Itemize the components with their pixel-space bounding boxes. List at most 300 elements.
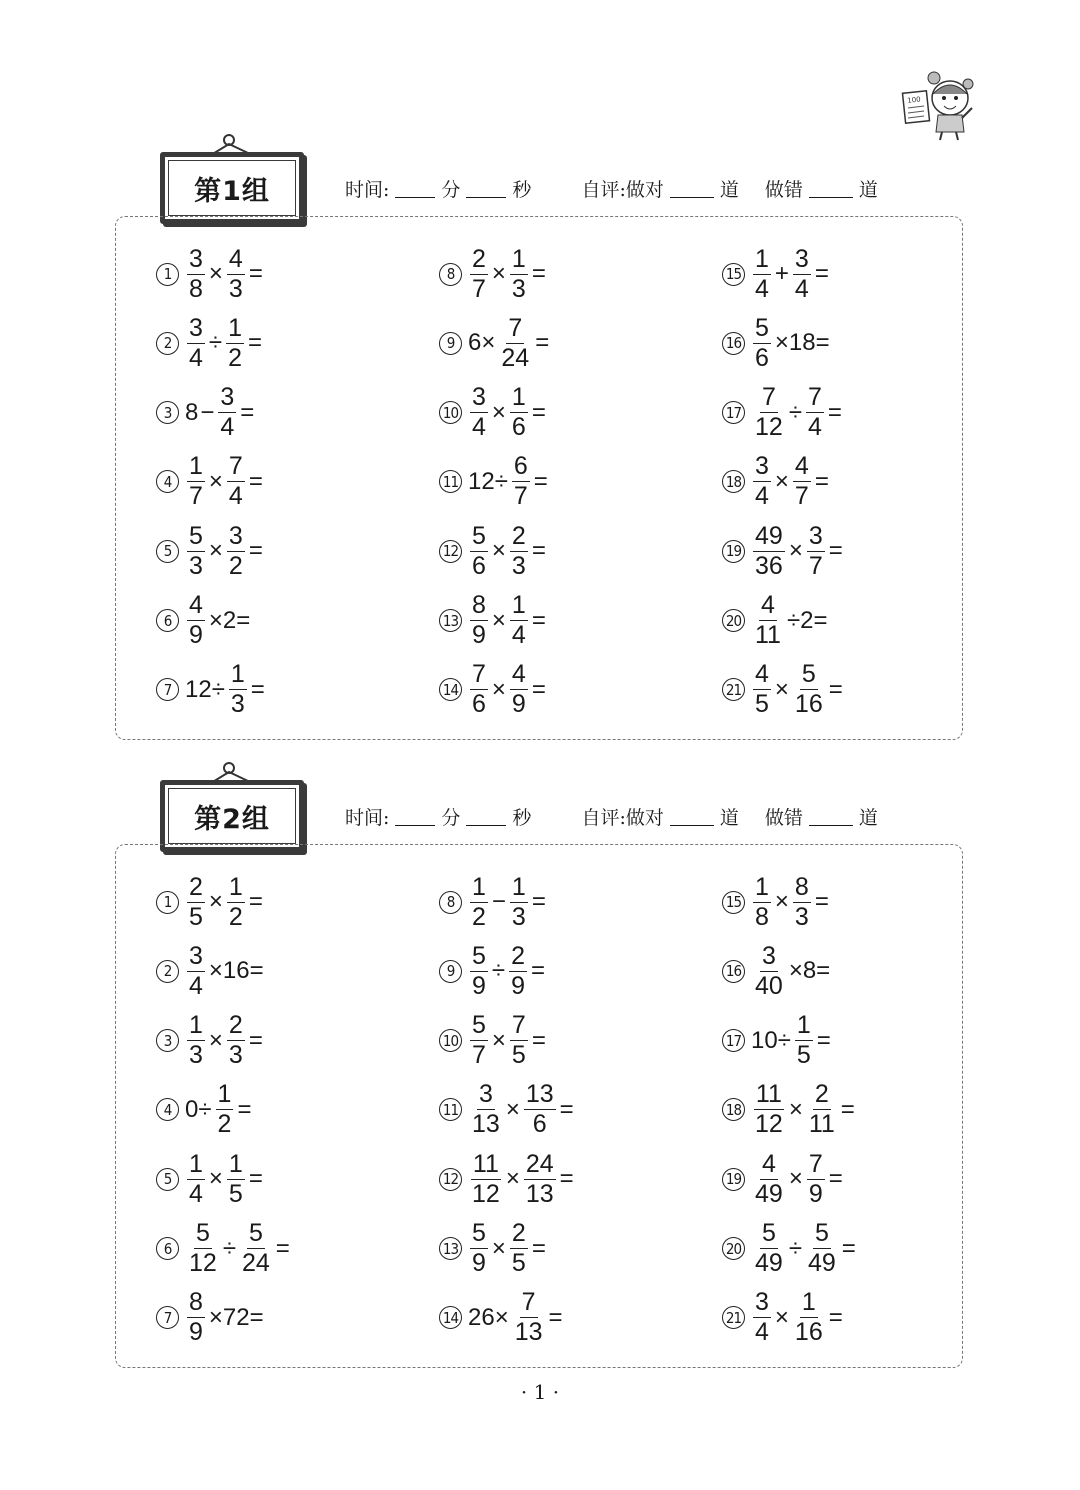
expression-text: × (491, 537, 506, 565)
problem-item (156, 1010, 264, 1072)
problem-expression (184, 313, 263, 372)
denominator: 24 (501, 343, 530, 372)
problem-number: 6 (156, 1237, 179, 1260)
denominator: 4 (189, 971, 203, 1000)
numerator: 8 (472, 591, 486, 619)
problem-expression (467, 662, 547, 717)
fraction (499, 313, 531, 372)
numerator: 4 (189, 591, 203, 619)
expression-text: = (814, 888, 829, 915)
expression-text: = (531, 1234, 546, 1262)
correct-count-blank[interactable] (670, 807, 714, 826)
problem-number: 14 (439, 678, 462, 701)
expression-text: × (491, 260, 506, 287)
numerator: 1 (511, 591, 526, 619)
denominator: 9 (472, 621, 486, 649)
denominator: 3 (511, 902, 526, 931)
fraction (510, 244, 528, 303)
problem-expression (184, 1290, 265, 1345)
problem-item (722, 871, 830, 933)
problem-number: 6 (156, 609, 179, 632)
problem-number: 17 (722, 1029, 745, 1052)
denominator: 13 (525, 1179, 554, 1208)
denominator: 4 (794, 274, 809, 303)
problem-number: 7 (156, 1306, 179, 1329)
problem-item (156, 520, 264, 582)
fraction (187, 244, 205, 303)
numerator: 49 (755, 521, 783, 550)
numerator: 1 (755, 244, 769, 273)
problem-number: 20 (722, 609, 745, 632)
problem-number: 15 (722, 263, 745, 286)
problem-expression (184, 244, 264, 303)
problem-expression (184, 1149, 264, 1208)
fraction (753, 872, 771, 931)
denominator: 4 (220, 413, 235, 442)
problem-number: 4 (156, 470, 179, 493)
fraction (226, 313, 244, 372)
dao-label: 道 (719, 807, 739, 829)
expression-text: = (535, 329, 550, 357)
problem-item (156, 312, 263, 374)
page-number: · 1 · (520, 1380, 560, 1404)
problem-expression (184, 1221, 291, 1276)
problem-number: 5 (156, 1168, 179, 1191)
seconds-blank[interactable] (466, 179, 506, 198)
expression-text: × (208, 1165, 223, 1193)
denominator: 36 (755, 551, 783, 580)
problem-item (722, 590, 829, 652)
problem-number: 11 (439, 470, 462, 493)
problem-expression (750, 1013, 832, 1068)
problem-expression (750, 521, 844, 580)
problem-item (722, 1010, 832, 1072)
denominator: 4 (755, 1318, 769, 1347)
fraction (793, 454, 811, 509)
expression-text: × (505, 1095, 520, 1123)
denominator: 24 (241, 1249, 270, 1277)
denominator: 9 (472, 1249, 486, 1277)
denominator: 2 (217, 1110, 232, 1139)
expression-text: + (774, 260, 789, 287)
denominator: 5 (511, 1041, 526, 1070)
fraction (240, 1221, 272, 1276)
expression-text: = (828, 675, 843, 703)
exercise-group-1 (115, 130, 963, 742)
expression-text: = (531, 398, 546, 426)
group-title: 第2组 (194, 803, 270, 835)
denominator: 8 (189, 274, 203, 303)
problem-expression (467, 872, 547, 931)
expression-text: × (788, 1165, 803, 1193)
problem-number: 3 (156, 401, 179, 424)
numerator: 1 (755, 872, 769, 901)
numerator: 1 (511, 244, 526, 273)
denominator: 4 (807, 413, 822, 442)
problem-expression (467, 593, 547, 648)
problem-number: 20 (722, 1237, 745, 1260)
denominator: 4 (511, 621, 526, 649)
fraction (807, 1082, 837, 1137)
problem-number: 16 (722, 332, 745, 355)
denominator: 9 (189, 1318, 203, 1347)
problem-item (156, 871, 264, 933)
problem-expression (184, 1082, 252, 1137)
exercise-group-2 (115, 758, 963, 1370)
fraction (753, 941, 785, 1000)
numerator: 7 (521, 1288, 536, 1317)
denominator: 6 (532, 1110, 547, 1139)
denominator: 4 (228, 482, 243, 511)
numerator: 2 (814, 1080, 829, 1109)
expression-text: = (816, 1026, 831, 1054)
fraction (227, 521, 245, 580)
fraction (470, 385, 488, 440)
expression-text: = (531, 1026, 546, 1054)
problem-item (156, 1218, 291, 1280)
problem-number: 7 (156, 678, 179, 701)
expression-text: × (774, 467, 789, 495)
denominator: 7 (189, 482, 203, 511)
problem-number: 19 (722, 1168, 745, 1191)
fraction (218, 385, 236, 440)
numerator: 1 (511, 872, 526, 901)
fraction (753, 313, 771, 372)
fraction (227, 872, 245, 931)
fraction (512, 454, 530, 509)
numerator: 5 (472, 941, 486, 970)
problem-expression (750, 941, 831, 1000)
minutes-blank[interactable] (395, 179, 435, 198)
numerator: 4 (755, 660, 769, 689)
problem-expression (467, 521, 547, 580)
denominator: 3 (189, 551, 203, 580)
denominator: 6 (472, 690, 486, 719)
problem-item (439, 382, 547, 444)
problem-number: 21 (722, 1306, 745, 1329)
fraction (753, 454, 771, 509)
numerator: 3 (755, 452, 769, 481)
denominator: 11 (808, 1110, 835, 1139)
numerator: 13 (525, 1080, 554, 1109)
fraction (510, 593, 528, 648)
minutes-label: 分 (441, 807, 461, 829)
numerator: 7 (228, 452, 243, 481)
numerator: 11 (755, 1080, 782, 1109)
problem-expression (184, 521, 264, 580)
problem-item (439, 590, 547, 652)
problem-item (722, 1287, 844, 1349)
problem-item (156, 1287, 265, 1349)
numerator: 2 (189, 872, 203, 901)
seconds-label: 秒 (512, 179, 532, 201)
fraction (510, 1013, 528, 1068)
expression-text: = (531, 260, 546, 287)
numerator: 5 (761, 1219, 776, 1247)
problem-expression (750, 244, 830, 303)
expression-text: × (208, 467, 223, 495)
fraction (470, 662, 488, 717)
numerator: 4 (761, 1149, 776, 1178)
expression-text: = (548, 1303, 563, 1331)
numerator: 7 (761, 383, 776, 412)
denominator: 40 (755, 971, 783, 1000)
fraction (806, 385, 824, 440)
fraction (510, 662, 528, 717)
numerator: 3 (808, 521, 823, 550)
denominator: 4 (189, 343, 203, 372)
fraction (793, 662, 825, 717)
numerator: 3 (189, 313, 203, 342)
problems-box (115, 844, 963, 1368)
denominator: 2 (228, 902, 243, 931)
denominator: 2 (472, 902, 486, 931)
fraction (470, 872, 488, 931)
fraction (510, 872, 528, 931)
fraction (753, 521, 785, 580)
fraction (187, 1290, 205, 1345)
numerator: 5 (248, 1219, 263, 1247)
problem-number: 9 (439, 960, 462, 983)
expression-text: ÷ (788, 1234, 802, 1262)
problem-expression (467, 244, 547, 303)
denominator: 4 (472, 413, 486, 442)
problem-number: 19 (722, 540, 745, 563)
numerator: 5 (472, 1011, 486, 1040)
fraction (470, 941, 488, 1000)
fraction (753, 1290, 771, 1345)
denominator: 49 (755, 1179, 783, 1208)
numerator: 7 (807, 383, 822, 412)
expression-text: = (530, 957, 545, 985)
dao-label: 道 (858, 179, 878, 201)
numerator: 5 (814, 1219, 829, 1247)
numerator: 7 (508, 313, 523, 342)
problem-number: 12 (439, 1168, 462, 1191)
denominator: 5 (189, 902, 203, 931)
problem-item (439, 243, 547, 305)
problem-expression (184, 872, 264, 931)
expression-text: 6× (468, 329, 496, 357)
expression-text: 8 (185, 398, 199, 426)
problem-expression (750, 872, 830, 931)
numerator: 7 (511, 1011, 526, 1040)
numerator: 1 (189, 1149, 203, 1178)
numerator: 5 (472, 1219, 486, 1247)
numerator: 3 (478, 1080, 493, 1109)
expression-text: − (491, 888, 506, 915)
problem-number: 14 (439, 1306, 462, 1329)
denominator: 2 (228, 551, 243, 580)
fraction (227, 454, 245, 509)
expression-text: = (248, 467, 263, 495)
problem-number: 1 (156, 891, 179, 914)
minutes-label: 分 (441, 179, 461, 201)
denominator: 6 (511, 413, 526, 442)
denominator: 7 (472, 1041, 486, 1070)
denominator: 7 (808, 551, 823, 580)
problem-item (156, 590, 251, 652)
numerator: 6 (513, 452, 528, 481)
problem-expression (467, 941, 546, 1000)
numerator: 3 (761, 941, 776, 970)
fraction (227, 1013, 245, 1068)
numerator: 2 (511, 941, 525, 970)
fraction (510, 385, 528, 440)
correct-count-blank[interactable] (670, 179, 714, 198)
expression-text: × (788, 537, 803, 565)
expression-text: ÷ (222, 1234, 236, 1262)
denominator: 3 (228, 274, 243, 303)
problem-number: 2 (156, 960, 179, 983)
expression-text: ×16= (208, 957, 264, 985)
denominator: 2 (228, 343, 242, 372)
dao-label: 道 (719, 179, 739, 201)
problem-expression (750, 593, 829, 648)
numerator: 24 (525, 1149, 554, 1178)
problem-expression (750, 313, 831, 372)
fraction (510, 521, 528, 580)
wrong-label: 做错 (764, 807, 803, 829)
dao-label: 道 (858, 807, 878, 829)
denominator: 8 (755, 902, 769, 931)
expression-text: × (491, 1026, 506, 1054)
wrong-count-blank[interactable] (809, 807, 853, 826)
expression-text: = (828, 1165, 843, 1193)
expression-text: = (559, 1095, 574, 1123)
problem-number: 13 (439, 609, 462, 632)
numerator: 2 (511, 1219, 526, 1247)
denominator: 12 (755, 413, 783, 442)
problem-item (722, 312, 831, 374)
denominator: 13 (514, 1318, 543, 1347)
numerator: 5 (755, 313, 769, 342)
expression-text: × (491, 398, 506, 426)
expression-text: ÷ (491, 957, 506, 985)
problem-expression (750, 1082, 856, 1137)
fraction (187, 872, 205, 931)
problem-expression (750, 454, 830, 509)
expression-text: 0÷ (185, 1095, 212, 1123)
problem-number: 5 (156, 540, 179, 563)
fraction (524, 1149, 556, 1208)
problem-number: 2 (156, 332, 179, 355)
minutes-blank[interactable] (395, 807, 435, 826)
denominator: 4 (755, 482, 769, 511)
denominator: 4 (755, 274, 769, 303)
expression-text: 10÷ (751, 1026, 791, 1054)
expression-text: = (248, 260, 263, 287)
expression-text: × (208, 537, 223, 565)
expression-text: ×18= (774, 329, 830, 357)
numerator: 5 (472, 521, 486, 550)
expression-text: × (491, 1234, 506, 1262)
problem-item (439, 871, 547, 933)
fraction (187, 593, 205, 648)
expression-text: = (247, 329, 262, 357)
problem-expression (184, 941, 265, 1000)
denominator: 12 (755, 1110, 783, 1139)
denominator: 13 (472, 1110, 500, 1139)
denominator: 3 (794, 902, 809, 931)
numerator: 7 (472, 660, 486, 689)
problem-expression (467, 1082, 575, 1137)
denominator: 7 (794, 482, 809, 511)
denominator: 9 (189, 621, 203, 649)
problem-number: 17 (722, 401, 745, 424)
fraction (470, 244, 488, 303)
problem-item (722, 940, 831, 1002)
numerator: 1 (189, 452, 203, 481)
fraction (470, 1013, 488, 1068)
numerator: 1 (472, 872, 486, 901)
problem-item (722, 520, 844, 582)
fraction (227, 244, 245, 303)
numerator: 5 (801, 660, 816, 689)
numerator: 1 (228, 1149, 243, 1178)
denominator: 5 (796, 1041, 811, 1070)
fraction (187, 941, 205, 1000)
denominator: 49 (807, 1249, 836, 1277)
denominator: 9 (472, 971, 486, 1000)
problem-number: 12 (439, 540, 462, 563)
problem-expression (467, 1149, 575, 1208)
expression-text: ÷2= (786, 606, 828, 634)
numerator: 4 (228, 244, 243, 273)
numerator: 1 (228, 313, 242, 342)
problem-expression (750, 1290, 844, 1345)
denominator: 6 (472, 551, 486, 580)
wrong-count-blank[interactable] (809, 179, 853, 198)
denominator: 12 (472, 1179, 500, 1208)
problem-number: 8 (439, 263, 462, 286)
denominator: 7 (513, 482, 528, 511)
numerator: 3 (755, 1288, 769, 1317)
seconds-blank[interactable] (466, 807, 506, 826)
denominator: 7 (472, 274, 486, 303)
numerator: 3 (189, 244, 203, 273)
fraction (510, 1221, 528, 1276)
problem-item (439, 1287, 564, 1349)
numerator: 2 (228, 1011, 243, 1040)
problem-expression (750, 662, 844, 717)
problem-item (722, 1079, 856, 1141)
expression-text: = (531, 675, 546, 703)
expression-text: = (248, 888, 263, 915)
expression-text: × (491, 606, 506, 634)
problem-number: 9 (439, 332, 462, 355)
fraction (806, 1221, 838, 1276)
problem-item (439, 520, 547, 582)
denominator: 49 (755, 1249, 783, 1277)
expression-text: × (491, 675, 506, 703)
denominator: 9 (808, 1179, 823, 1208)
problem-item (439, 1010, 547, 1072)
fraction (470, 1149, 502, 1208)
fraction (227, 1149, 245, 1208)
fraction (470, 521, 488, 580)
expression-text: = (531, 888, 546, 915)
fraction (753, 1082, 785, 1137)
numerator: 3 (472, 383, 486, 412)
fraction (229, 662, 247, 717)
numerator: 7 (808, 1149, 823, 1178)
fraction (753, 244, 771, 303)
fraction (793, 872, 811, 931)
expression-text: = (531, 606, 546, 634)
denominator: 4 (189, 1179, 203, 1208)
problem-expression (467, 313, 550, 372)
